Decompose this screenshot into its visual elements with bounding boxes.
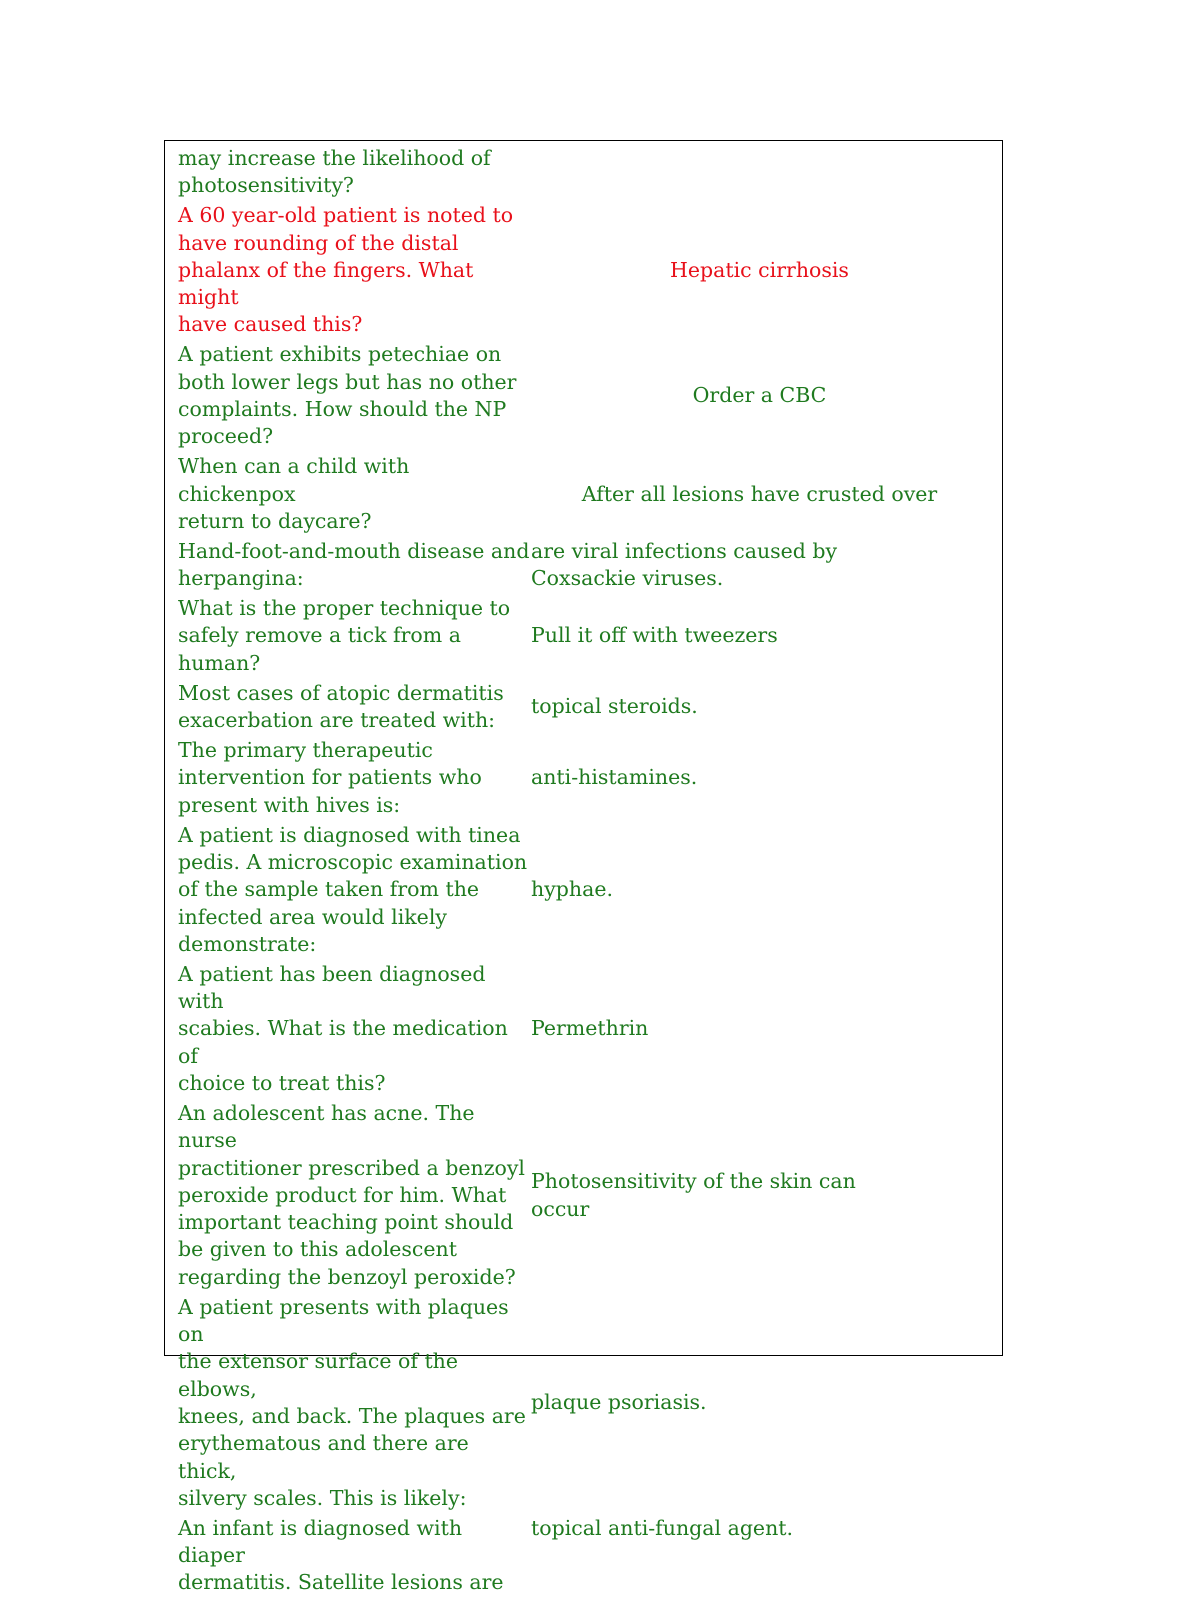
answer-cell: Pull it off with tweezers <box>531 623 778 648</box>
table-row <box>178 1294 988 1515</box>
table-row <box>178 737 988 822</box>
question-cell: A patient is diagnosed with tinea pedis. A microscopic examination of the sample taken from the infected area would likely demonstrate: <box>178 822 528 956</box>
table-row <box>178 1515 988 1599</box>
answer-cell: Permethrin <box>531 1016 649 1041</box>
question-cell: A patient has been diagnosed with scabies. What is the medication of choice to treat this? <box>178 961 508 1095</box>
table-row <box>178 595 988 680</box>
question-cell: Hand-foot-and-mouth disease and herpangina: <box>178 538 530 591</box>
answer-cell: Photosensitivity of the skin can occur <box>531 1169 856 1221</box>
question-cell: The primary therapeutic intervention for patients who present with hives is: <box>178 738 482 817</box>
answer-cell: are viral infections caused by Coxsackie viruses. <box>531 538 838 591</box>
table-row <box>178 145 988 202</box>
answer-cell: Hepatic cirrhosis <box>670 257 849 282</box>
question-cell: Most cases of atopic dermatitis exacerbation are treated with: <box>178 680 504 733</box>
question-cell: An adolescent has acne. The nurse practitioner prescribed a benzoyl peroxide product for him. What important teaching point should be given to this adolescent regarding the benzoyl peroxide? <box>178 1100 525 1289</box>
table-row <box>178 1100 988 1294</box>
qa-table <box>178 145 988 1599</box>
table-row <box>178 538 988 595</box>
qa-table-body <box>178 145 988 1599</box>
question-cell: What is the proper technique to safely remove a tick from a human? <box>178 596 511 675</box>
answer-cell: hyphae. <box>531 877 613 902</box>
question-cell: A patient presents with plaques on the extensor surface of the elbows, knees, and back. The plaques are erythematous and there are thick, silvery scales. This is likely: <box>178 1294 526 1510</box>
question-cell: An infant is diagnosed with diaper dermatitis. Satellite lesions are <box>178 1515 504 1595</box>
answer-cell: After all lesions have crusted over <box>581 481 938 506</box>
answer-cell: anti-histamines. <box>531 765 698 790</box>
question-cell: When can a child with chickenpox return to daycare? <box>178 454 410 533</box>
table-row <box>178 202 988 341</box>
table-row <box>178 822 988 961</box>
question-cell: A patient exhibits petechiae on both lower legs but has no other complaints. How should the NP proceed? <box>178 342 517 449</box>
table-row <box>178 680 988 737</box>
answer-cell: topical steroids. <box>531 694 698 719</box>
answer-cell <box>531 145 988 202</box>
document-page-frame <box>164 140 1003 1595</box>
table-row <box>178 453 988 538</box>
question-cell: A 60 year-old patient is noted to have rounding of the distal phalanx of the fingers. What might have caused this? <box>178 203 514 337</box>
table-row <box>178 961 988 1100</box>
table-row <box>178 341 988 453</box>
question-cell: may increase the likelihood of photosensitivity? <box>178 146 491 198</box>
answer-cell: plaque psoriasis. <box>531 1390 707 1415</box>
answer-cell: Order a CBC <box>692 383 827 408</box>
answer-cell: topical anti-fungal agent. <box>531 1515 794 1540</box>
